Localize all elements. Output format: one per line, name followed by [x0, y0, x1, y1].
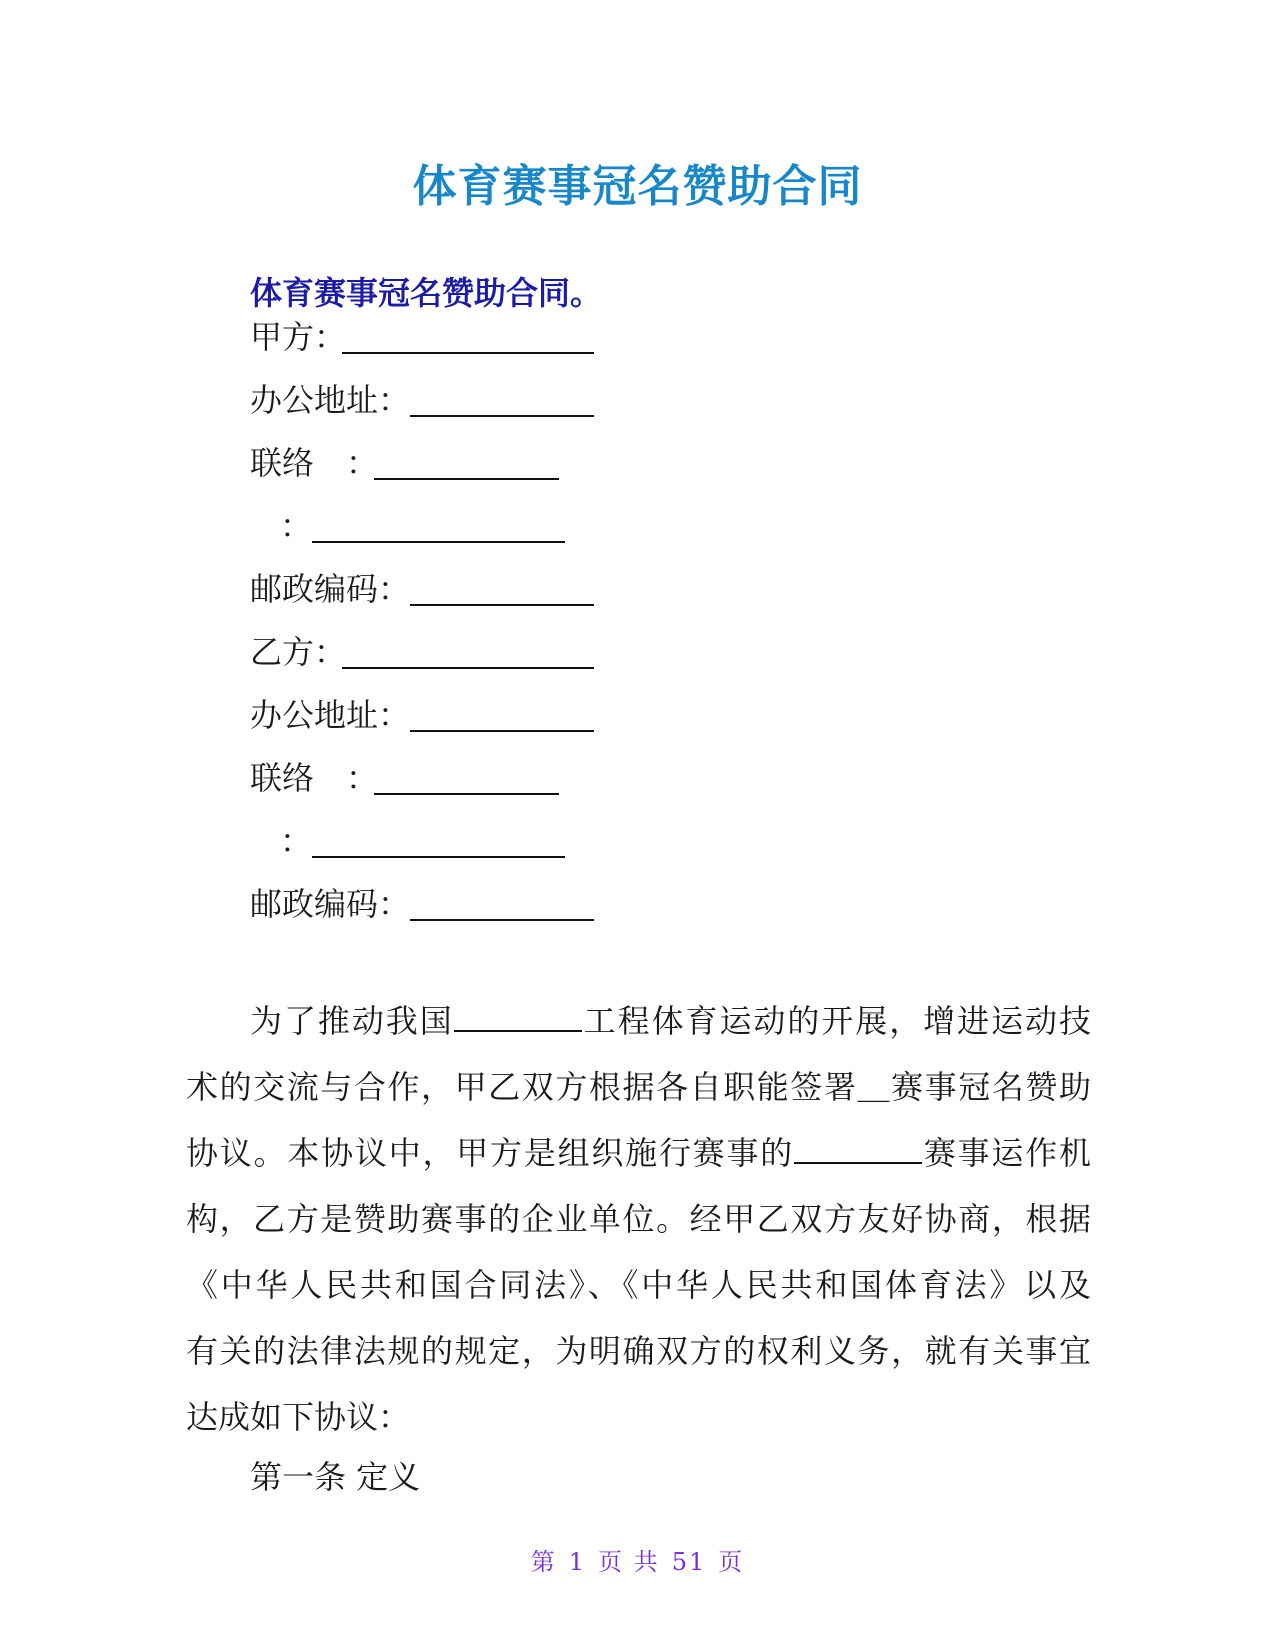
paragraph-line: [186, 1120, 1091, 1186]
footer-total-pages: 51: [671, 1548, 707, 1576]
footer-prefix: 第: [530, 1548, 557, 1576]
article-heading: 第一条 定义: [250, 1458, 421, 1496]
party-a-contact-field: [250, 438, 378, 488]
party-a-address-field: [250, 375, 410, 425]
party-b-contact-field: [250, 753, 378, 803]
party-a-address-label: 办公地址：: [250, 381, 411, 419]
party-b-extra-field: [280, 816, 312, 866]
party-a-extra-blank: [312, 541, 565, 543]
document-title: 体育赛事冠名赞助合同: [412, 161, 863, 212]
footer-current-page: 1: [568, 1548, 587, 1576]
footer-suffix: 页: [718, 1548, 745, 1576]
party-a-name-field: [250, 312, 346, 362]
inline-blank: [454, 1000, 582, 1032]
paragraph-line: 有关的法律法规的规定，为明确双方的权利义务，就有关事宜: [186, 1332, 1091, 1370]
paragraph-line: 达成如下协议：: [186, 1398, 411, 1436]
party-b-address-field: [250, 690, 410, 740]
party-b-postal-field: [250, 879, 410, 929]
party-a-extra-label: ：: [280, 507, 313, 545]
party-b-name-label: 乙方：: [250, 633, 347, 671]
party-b-contact-blank: [374, 793, 559, 795]
party-a-postal-blank: [410, 604, 594, 606]
preamble-paragraph: [186, 988, 1091, 1450]
party-a-name-label: 甲方：: [250, 318, 347, 356]
party-a-postal-field: [250, 564, 410, 614]
party-b-name-field: [250, 627, 346, 677]
party-b-postal-label: 邮政编码：: [250, 885, 411, 923]
paragraph-line: 术的交流与合作，甲乙双方根据各自职能签署＿赛事冠名赞助: [186, 1068, 1091, 1106]
party-a-extra-field: [280, 501, 312, 551]
footer-middle: 页 共: [598, 1548, 660, 1576]
paragraph-text: 为了推动我国: [250, 1002, 454, 1040]
paragraph-text: 协议。本协议中，甲方是组织施行赛事的: [186, 1134, 795, 1172]
page-footer: [0, 1542, 1275, 1577]
party-b-postal-blank: [410, 919, 594, 921]
party-b-extra-blank: [312, 856, 565, 858]
document-subtitle: 体育赛事冠名赞助合同。: [250, 274, 603, 312]
paragraph-text: 赛事运作机: [922, 1134, 1091, 1172]
party-b-extra-label: ：: [280, 822, 313, 860]
party-b-address-blank: [410, 730, 594, 732]
party-b-name-blank: [342, 667, 594, 669]
party-a-name-blank: [342, 352, 594, 354]
paragraph-line: [186, 988, 1091, 1054]
party-b-address-label: 办公地址：: [250, 696, 411, 734]
party-b-contact-label: 联络 ：: [250, 759, 379, 797]
inline-blank: [794, 1132, 922, 1164]
paragraph-line: 构，乙方是赞助赛事的企业单位。经甲乙双方友好协商，根据: [186, 1200, 1091, 1238]
party-a-contact-label: 联络 ：: [250, 444, 379, 482]
party-a-contact-blank: [374, 478, 559, 480]
paragraph-line: 《中华人民共和国合同法》、《中华人民共和国体育法》以及: [186, 1266, 1091, 1304]
party-a-address-blank: [410, 415, 594, 417]
party-a-postal-label: 邮政编码：: [250, 570, 411, 608]
paragraph-text: 工程体育运动的开展，增进运动技: [581, 1002, 1091, 1040]
